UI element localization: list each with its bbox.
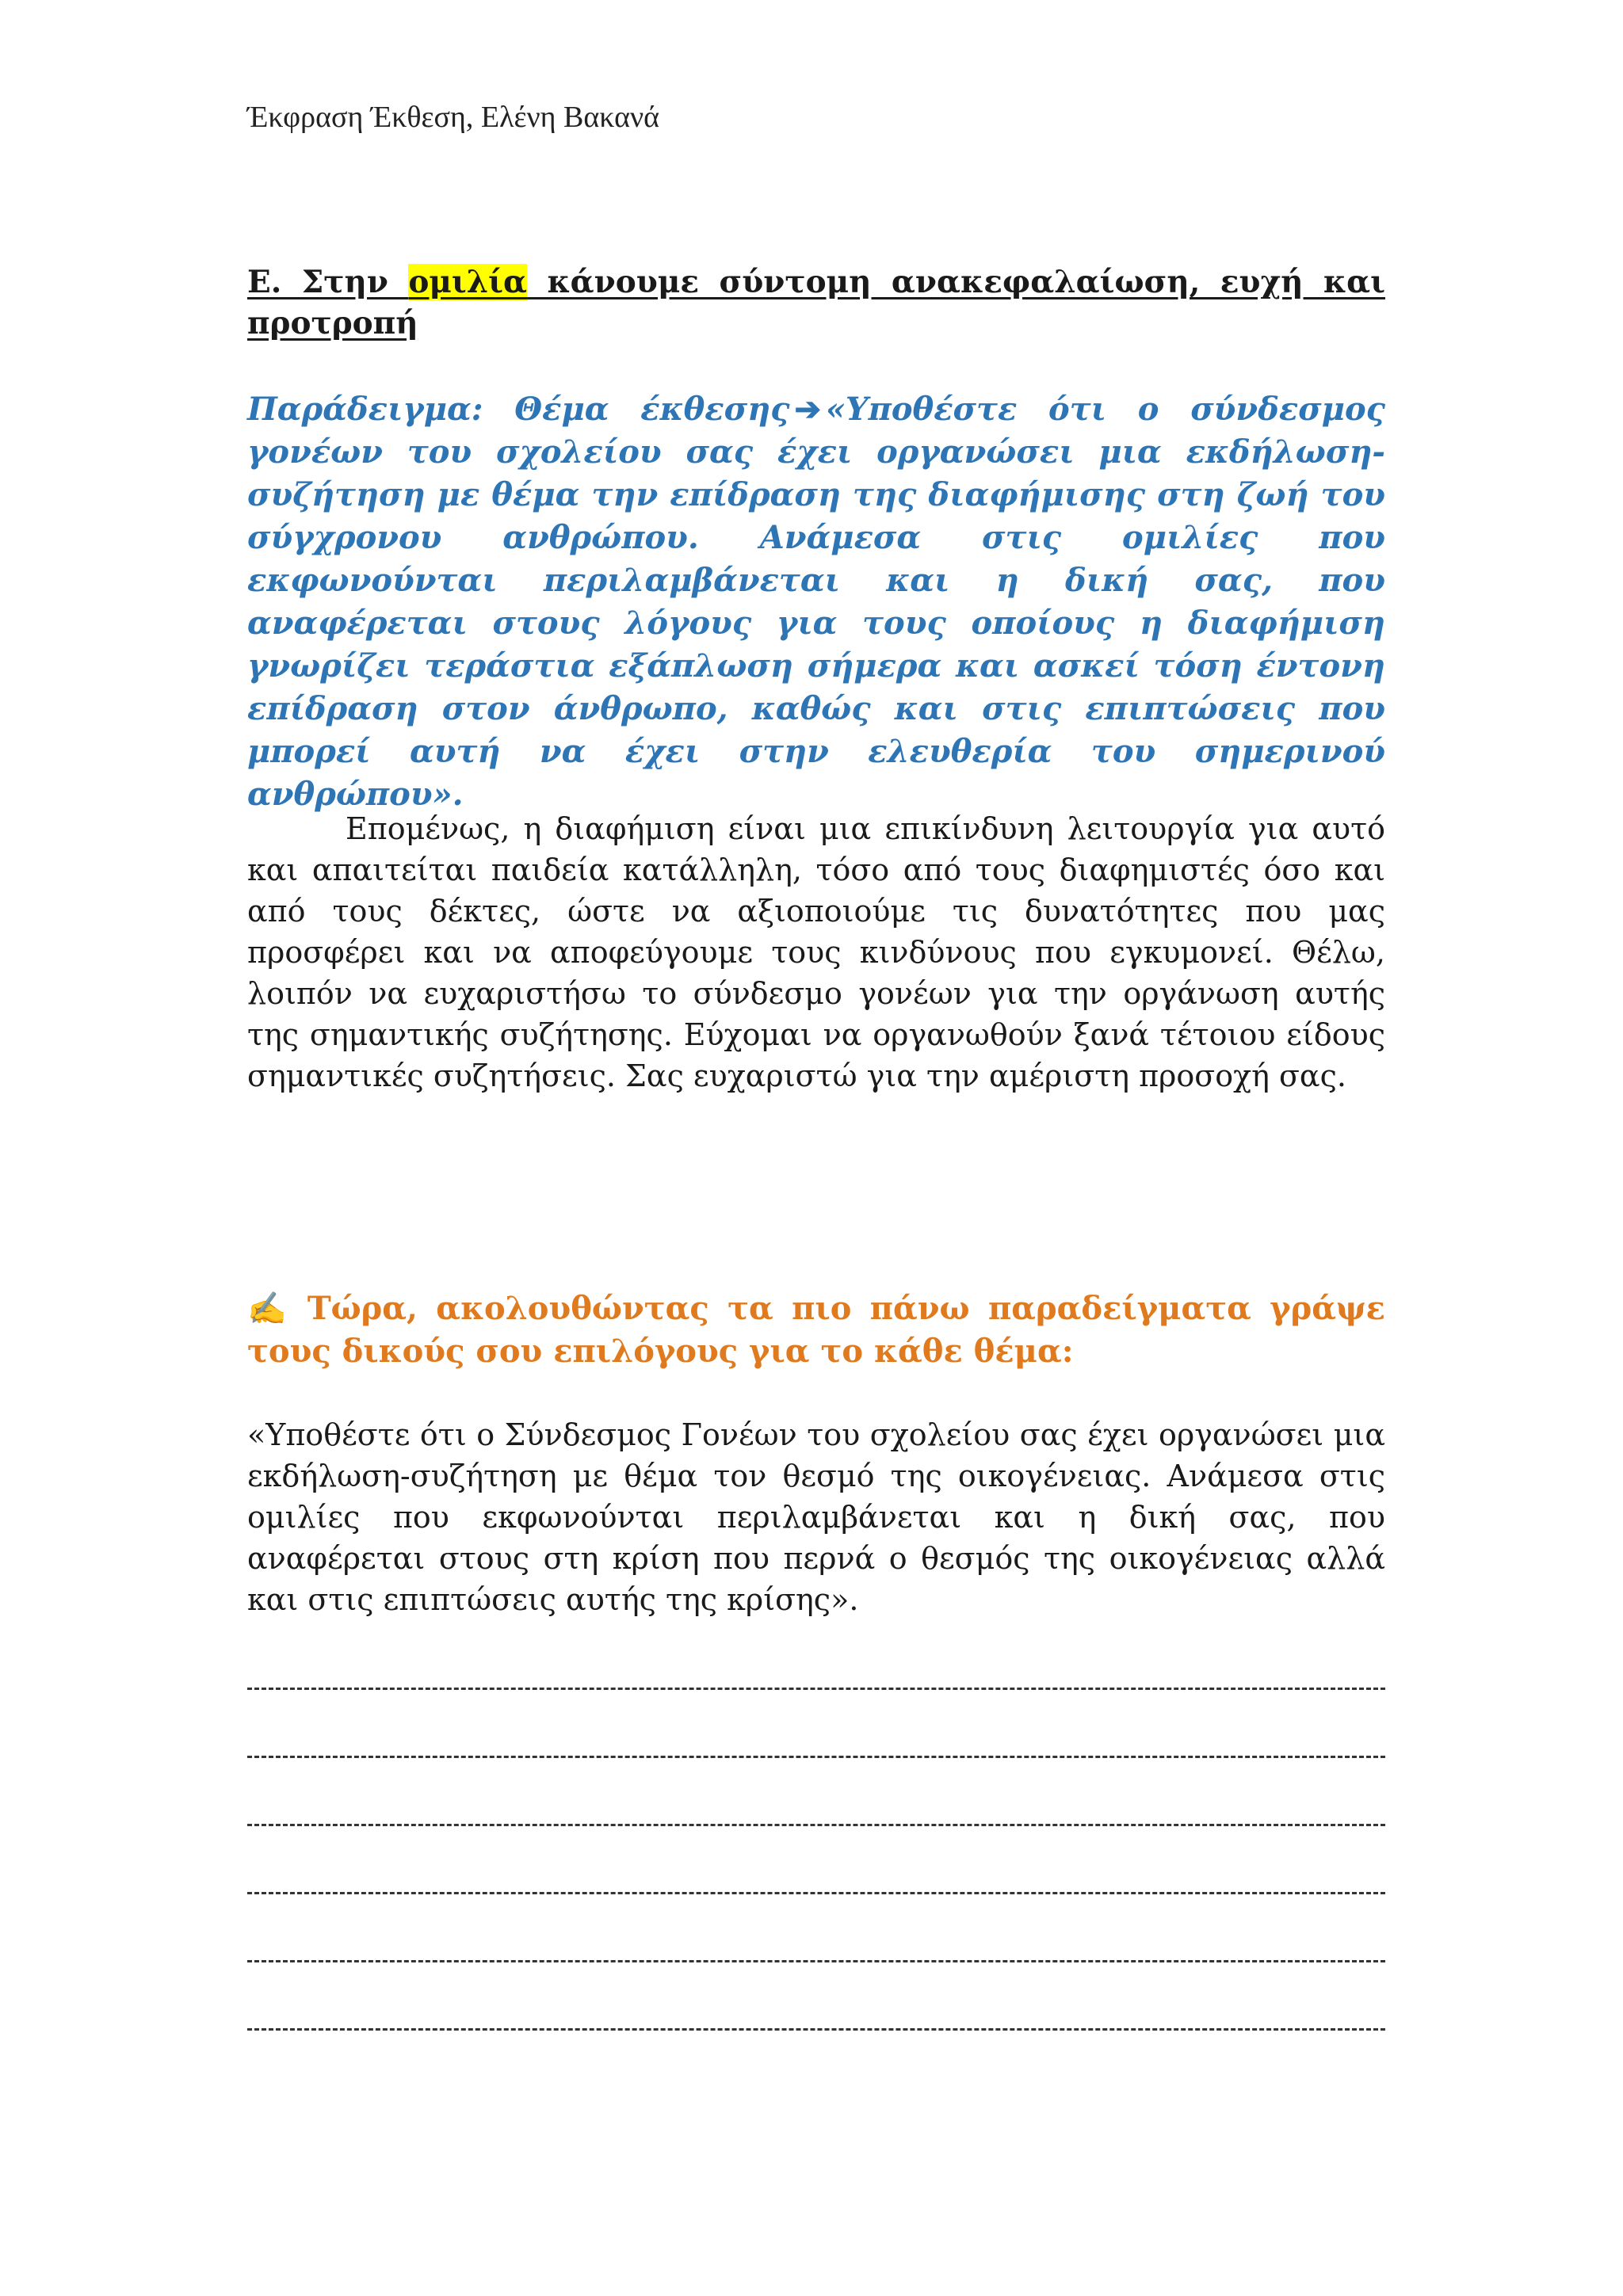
document-header: Έκφραση Έκθεση, Ελένη Βακανά: [247, 101, 660, 134]
heading-suffix: κάνουμε σύντομη ανακεφαλαίωση, ευχή και προτροπή: [247, 264, 1385, 341]
writing-hand-icon: ✍: [247, 1291, 287, 1327]
answer-lines: [247, 1688, 1385, 2096]
epilogue-paragraph: Επομένως, η διαφήμιση είναι μια επικίνδυνη λειτουργία για αυτό και απαιτείται παιδεία κατάλληλη, τόσο από τους διαφημιστές όσο και από τους δέκτες, ώστε να αξιοποιούμε τις δυνατότητες που μας προσφέρει και να αποφεύγουμε τους κινδύνους που εγκυμονεί. Θέλω, λοιπόν να ευχαριστήσω το σύνδεσμο γονέων για την οργάνωση αυτής της σημαντικής συζήτησης. Εύχομαι να οργανωθούν ξανά τέτοιου είδους σημαντικές συζητήσεις. Σας ευχαριστώ για την αμέριστη προσοχή σας.: [247, 811, 1385, 1093]
example-text: «Υποθέστε ότι ο σύνδεσμος γονέων του σχολείου σας έχει οργανώσει μια εκδήλωση-συζήτηση με θέμα την επίδραση της διαφήμισης στη ζωή του σύγχρονου ανθρώπου. Ανάμεσα στις ομιλίες που εκφωνούνται περιλαμβάνεται και η δική σας, που αναφέρεται στους λόγους για τους οποίους η διαφήμιση γνωρίζει τεράστια εξάπλωση σήμερα και ασκεί τόση έντονη επίδραση στον άνθρωπο, καθώς και στις επιπτώσεις που μπορεί αυτή να έχει στην ελευθερία του σημερινού ανθρώπου».: [247, 391, 1385, 813]
task-instruction: [247, 1287, 1385, 1373]
answer-line[interactable]: [247, 2028, 1385, 2032]
answer-line[interactable]: [247, 1960, 1385, 1964]
example-label: Παράδειγμα: Θέμα έκθεσης: [247, 391, 790, 428]
answer-line[interactable]: [247, 1756, 1385, 1760]
essay-prompt: «Υποθέστε ότι ο Σύνδεσμος Γονέων του σχολείου σας έχει οργανώσει μια εκδήλωση-συζήτηση με θέμα τον θεσμό της οικογένειας. Ανάμεσα στις ομιλίες που εκφωνούνται περιλαμβάνεται και η δική σας, που αναφέρεται στους στη κρίση που περνά ο θεσμός της οικογένειας αλλά και στις επιπτώσεις αυτής της κρίσης».: [247, 1417, 1385, 1617]
highlighted-word: ομιλία: [408, 264, 528, 300]
arrow-right-icon: ➔: [794, 391, 822, 428]
answer-line[interactable]: [247, 1688, 1385, 1691]
example-block: [247, 388, 1385, 816]
section-heading: [247, 261, 1385, 344]
heading-prefix: Ε. Στην: [247, 264, 409, 300]
task-text: Τώρα, ακολουθώντας τα πιο πάνω παραδείγματα γράψε τους δικούς σου επιλόγους για το κάθε θέμα:: [247, 1290, 1385, 1370]
answer-line[interactable]: [247, 1824, 1385, 1828]
answer-line[interactable]: [247, 1892, 1385, 1896]
